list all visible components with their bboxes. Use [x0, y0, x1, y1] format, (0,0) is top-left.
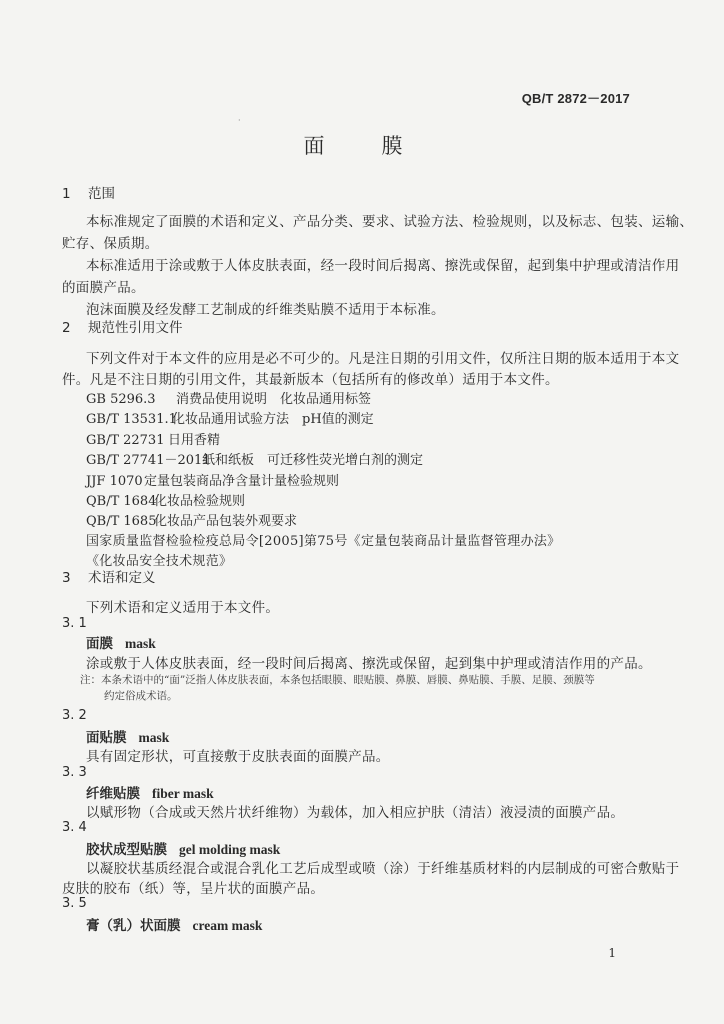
- reference-code: JJF 1070: [86, 474, 143, 489]
- term-english: fiber mask: [152, 786, 214, 801]
- section-number: 3: [62, 570, 71, 586]
- term-definition: 以赋形物（合成或天然片状纤维物）为载体，加入相应护肤（清洁）液浸渍的面膜产品。: [86, 805, 625, 821]
- reference-item: [86, 408, 374, 427]
- section-title: 规范性引用文件: [88, 320, 183, 336]
- term-heading: [86, 838, 280, 858]
- reference-item: 《化妆品安全技术规范》: [86, 554, 233, 569]
- reference-title: 消费品使用说明 化妆品通用标签: [176, 392, 372, 407]
- term-heading: [86, 632, 156, 652]
- term-definition: 具有固定形状，可直接敷于皮肤表面的面膜产品。: [86, 749, 390, 765]
- reference-title: 化妆品产品包装外观要求: [154, 514, 298, 529]
- clause-number: 3. 1: [62, 616, 87, 631]
- standard-number: QB/T 2872－2017: [521, 91, 630, 106]
- section-number: 2: [62, 320, 71, 336]
- reference-code: GB/T 27741－2011: [86, 453, 211, 468]
- paragraph: 本标准规定了面膜的术语和定义、产品分类、要求、试验方法、检验规则，以及标志、包装、运输、: [86, 214, 694, 230]
- paragraph-continued: 的面膜产品。: [62, 280, 145, 296]
- reference-code: QB/T 1685: [86, 514, 157, 529]
- term-chinese: 面膜: [86, 636, 113, 652]
- term-english: mask: [125, 636, 156, 651]
- section-title: 范围: [88, 186, 115, 202]
- page-number: 1: [608, 946, 616, 960]
- clause-number: 3. 5: [62, 896, 87, 911]
- term-definition: 以凝胶状基质经混合或混合乳化工艺后成型或喷（涂）于纤维基质材料的内层制成的可密合敷贴于: [86, 861, 680, 877]
- term-heading: [86, 726, 169, 746]
- reference-item: [86, 429, 220, 448]
- reference-title: 日用香精: [168, 433, 221, 448]
- reference-code: GB/T 22731: [86, 433, 165, 448]
- term-heading: [86, 782, 214, 802]
- reference-item: [86, 470, 339, 489]
- reference-item: 国家质量监督检验检疫总局令[2005]第75号《定量包装商品计量监督管理办法》: [86, 534, 561, 549]
- term-definition-continued: 皮肤的胶布（纸）等，呈片状的面膜产品。: [62, 881, 325, 897]
- paragraph-continued: 贮存、保质期。: [62, 236, 159, 252]
- paragraph: 下列术语和定义适用于本文件。: [86, 600, 280, 616]
- reference-code: QB/T 1684: [86, 494, 157, 509]
- term-note: 注：本条术语中的“面”泛指人体皮肤表面，本条包括眼膜、眼贴膜、鼻膜、唇膜、鼻贴膜、手膜、足膜、颈膜等: [80, 674, 595, 686]
- section-number: 1: [62, 186, 71, 202]
- reference-code: GB/T 13531.1: [86, 412, 177, 427]
- reference-item: [86, 490, 245, 509]
- section-1-heading: [62, 182, 115, 202]
- reference-title: 定量包装商品净含量计量检验规则: [144, 474, 340, 489]
- scan-speck: ·: [238, 116, 241, 125]
- clause-number: 3. 4: [62, 820, 87, 835]
- reference-title: 化妆品检验规则: [154, 494, 246, 509]
- section-title: 术语和定义: [88, 570, 156, 586]
- term-heading: [86, 914, 262, 934]
- term-definition: 涂或敷于人体皮肤表面，经一段时间后揭离、擦洗或保留，起到集中护理或清洁作用的产品。: [86, 656, 652, 672]
- term-english: cream mask: [192, 918, 263, 933]
- reference-item: [86, 449, 423, 468]
- term-english: gel molding mask: [179, 842, 281, 857]
- clause-number: 3. 3: [62, 765, 87, 780]
- term-chinese: 胶状成型贴膜: [86, 842, 167, 858]
- reference-item: [86, 510, 297, 529]
- reference-item: [86, 388, 371, 407]
- reference-code: GB 5296.3: [86, 392, 156, 407]
- term-note-continued: 约定俗成术语。: [104, 690, 178, 702]
- term-english: mask: [138, 730, 170, 745]
- paragraph: 泡沫面膜及经发酵工艺制成的纤维类贴膜不适用于本标准。: [86, 302, 445, 318]
- reference-title: 纸和纸板 可迁移性荧光增白剂的测定: [202, 453, 424, 468]
- term-chinese: 膏（乳）状面膜: [86, 918, 181, 934]
- section-2-heading: [62, 316, 183, 336]
- term-chinese: 面贴膜: [86, 730, 127, 746]
- paragraph: 本标准适用于涂或敷于人体皮肤表面，经一段时间后揭离、擦洗或保留，起到集中护理或清洁作用: [86, 258, 680, 274]
- paragraph-continued: 件。凡是不注日期的引用文件，其最新版本（包括所有的修改单）适用于本文件。: [62, 372, 559, 388]
- term-chinese: 纤维贴膜: [86, 786, 140, 802]
- reference-title: 化妆品通用试验方法 pH值的测定: [172, 412, 374, 427]
- page-title: 面 膜: [303, 134, 421, 158]
- paragraph: 下列文件对于本文件的应用是必不可少的。凡是注日期的引用文件，仅所注日期的版本适用于本文: [86, 351, 680, 367]
- clause-number: 3. 2: [62, 708, 87, 723]
- section-3-heading: [62, 566, 156, 586]
